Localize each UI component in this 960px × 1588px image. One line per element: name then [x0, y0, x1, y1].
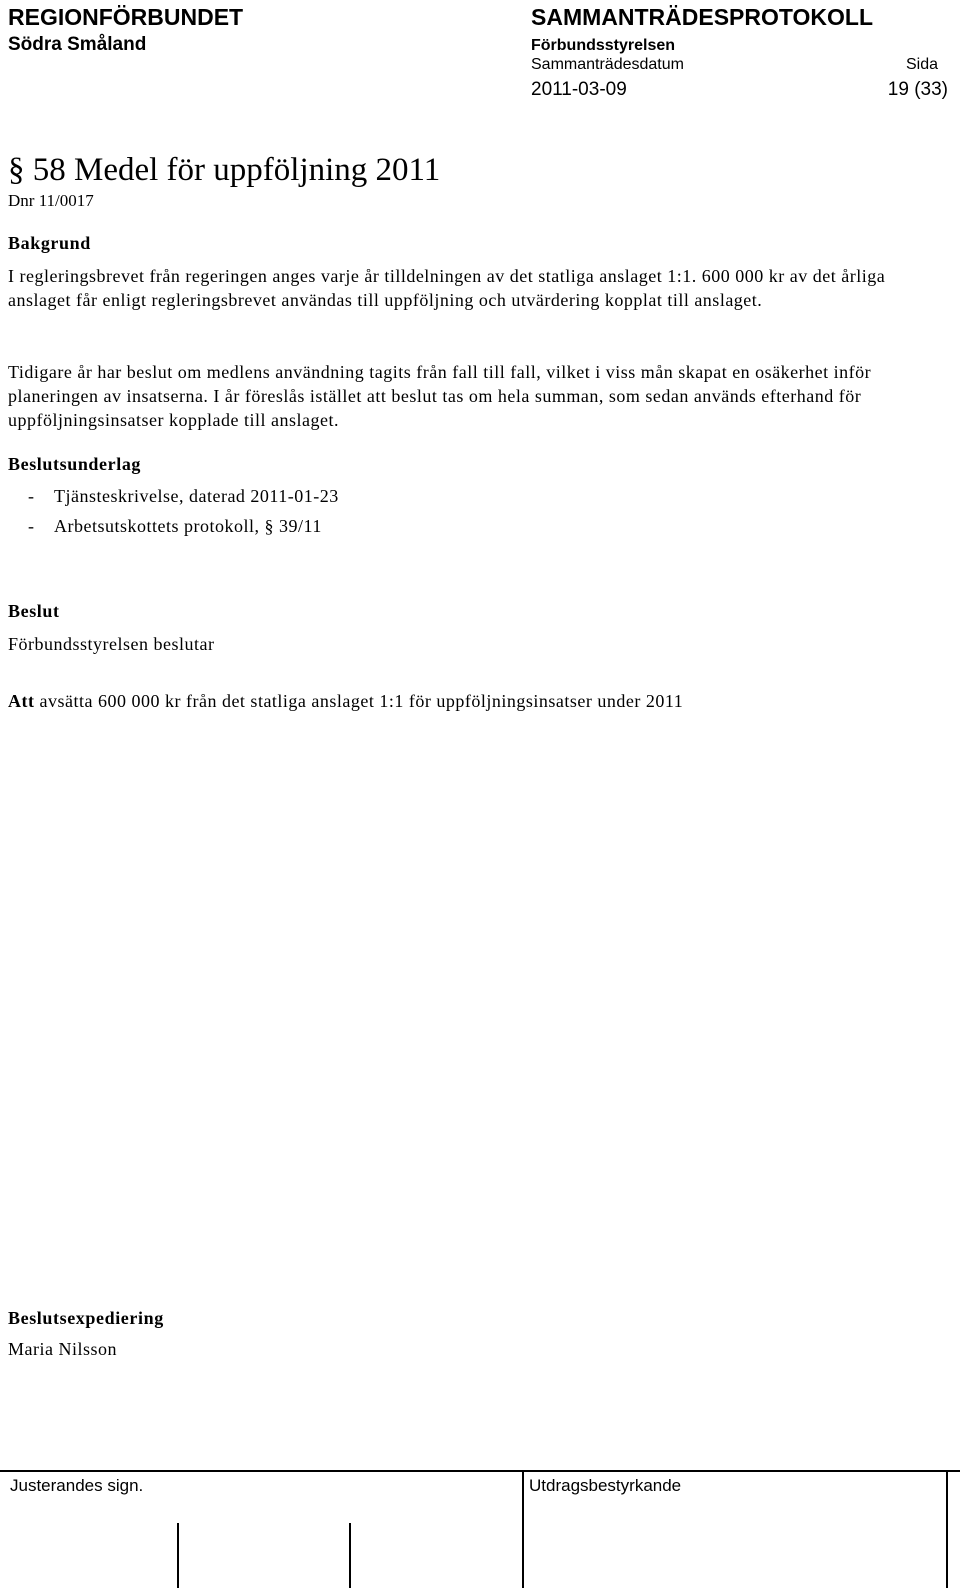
justerandes-sign-label: Justerandes sign. — [10, 1476, 144, 1495]
list-item — [8, 514, 339, 544]
signature-divider — [349, 1523, 351, 1588]
list-item-text: Arbetsutskottets protokoll, § 39/11 — [54, 516, 322, 536]
list-item — [8, 484, 339, 514]
meeting-date: 2011-03-09 — [531, 79, 627, 100]
decision-text: avsätta 600 000 kr från det statliga anslaget 1:1 för uppföljningsinsatser under 2011 — [34, 691, 684, 711]
footer-top-rule — [0, 1470, 960, 1472]
list-bullet: - — [28, 486, 35, 506]
beslut-heading: Beslut — [8, 601, 60, 621]
list-item-text: Tjänsteskrivelse, daterad 2011-01-23 — [54, 486, 339, 506]
signature-divider — [946, 1472, 948, 1588]
signature-divider — [522, 1472, 524, 1588]
beslutsexpediering-heading: Beslutsexpediering — [8, 1308, 164, 1328]
page-label: Sida — [905, 56, 938, 73]
bakgrund-paragraph-1: I regleringsbrevet från regeringen anges varje år tilldelningen av det statliga anslaget 1:1. 600 000 kr av det årliga anslaget får enligt regleringsbrevet användas till uppföljning och utvärdering kopplat till anslaget. — [8, 266, 886, 310]
diary-number: Dnr 11/0017 — [8, 191, 94, 210]
item-heading: § 58 Medel för uppföljning 2011 — [8, 152, 441, 188]
meeting-date-label: Sammanträdesdatum — [531, 56, 684, 73]
beslutsunderlag-heading: Beslutsunderlag — [8, 454, 142, 474]
list-bullet: - — [28, 516, 35, 536]
decision-att: Att — [8, 691, 35, 711]
page-number: 19 (33) — [887, 79, 948, 100]
bakgrund-heading: Bakgrund — [8, 233, 91, 253]
signature-divider — [177, 1523, 179, 1588]
bakgrund-paragraph-2: Tidigare år har beslut om medlens användning tagits från fall till fall, vilket i viss mån skapat en osäkerhet inför planeringen av insatserna. I år föreslås istället att beslut tas om hela summan, som sedan används efterhand för uppföljningsinsatser kopplade till anslaget. — [8, 362, 872, 430]
protocol-title: SAMMANTRÄDESPROTOKOLL — [531, 4, 874, 30]
utdragsbestyrkande-label: Utdragsbestyrkande — [529, 1476, 682, 1495]
beslut-body: Förbundsstyrelsen beslutar — [8, 634, 215, 654]
organization-region: Södra Småland — [8, 34, 147, 55]
board-name: Förbundsstyrelsen — [531, 37, 676, 54]
organization-name: REGIONFÖRBUNDET — [8, 4, 244, 30]
expediering-recipient: Maria Nilsson — [8, 1339, 117, 1359]
beslutsunderlag-list — [8, 484, 339, 544]
decision-line — [8, 689, 683, 713]
